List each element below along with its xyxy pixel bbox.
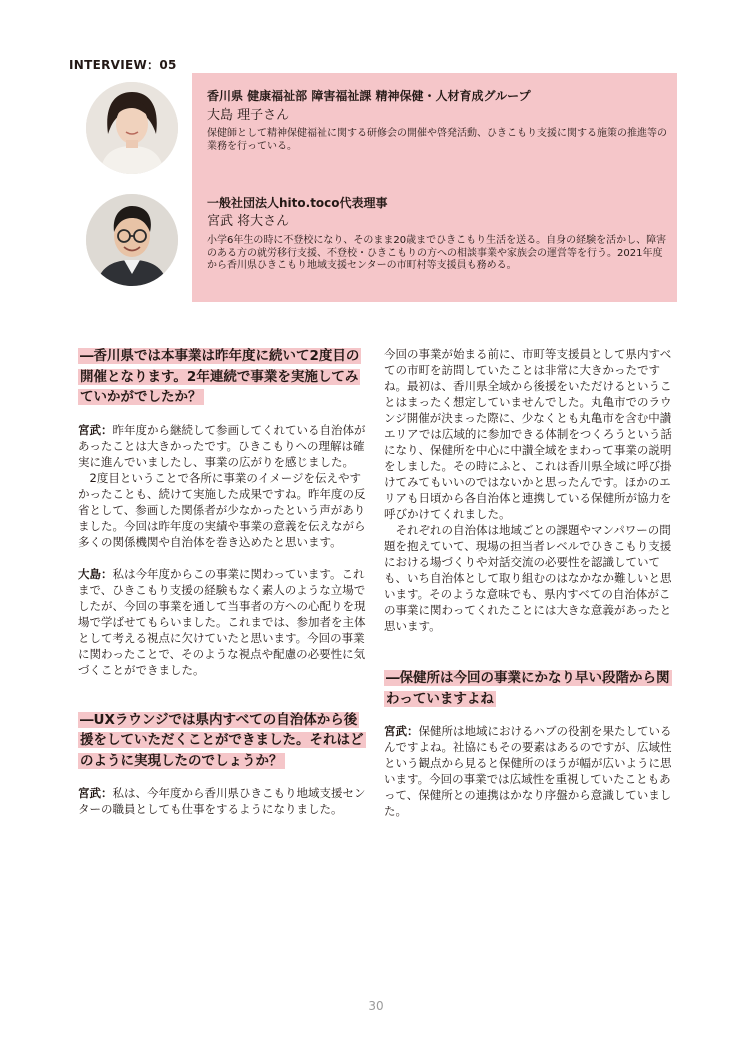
section-label: INTERVIEW：05 [69,58,177,72]
answer-1 [78,422,366,550]
left-column [78,346,366,817]
profile-desc-miyatake: 小学6年生の時に不登校になり、そのまま20歳までひきこもり生活を送る。自身の経験を活かし、障害のある方の就労移行支援、不登校・ひきこもりの方への相談事業や家族会の運営等を行う。2021年度から香川県ひきこもり地域支援センターの市町村等支援員も務める。 [207,235,667,271]
answer-text: 2度目ということで各所に事業のイメージを伝えやすかったことも、続けて実施した成果ですね。昨年度の反省として、参画した関係者が少なかったという声がありました。今回は昨年度の実績や事業の意義を伝えながら多くの関係機関や自治体を巻き込めたと思います。 [78,470,366,549]
profile-org-oshima: 香川県 健康福祉部 障害福祉課 精神保健・人材育成グループ [207,89,531,103]
answer-text: 私は、今年度から香川県ひきこもり地域支援センターの職員としても仕事をするようになりました。 [78,786,366,816]
answer-2 [78,566,366,678]
question-1: ―香川県では本事業は昨年度に続いて2度目の開催となります。2年連続で事業を実施してみていかがでしたか？ [80,348,360,405]
question-3: ―保健所は今回の事業にかなり早い段階から関わっていますよね [386,670,670,707]
answer-text: それぞれの自治体は地域ごとの課題やマンパワーの問題を抱えていて、現場の担当者レベルでひきこもり支援における場づくりや対話交流の必要性を認識していても、いち自治体として取り組むのはなかなか難しいと思います。そのような意味でも、県内すべての自治体がこの事業に関わってくれたことには大きな意義があったと思います。 [384,523,672,633]
answer-continued [384,346,672,634]
profile-org-miyatake: 一般社団法人hito.toco代表理事 [207,196,388,210]
question-2: ―UXラウンジでは県内すべての自治体から後援をしていただくことができました。それはどのように実現したのでしょうか？ [80,711,364,769]
avatar-oshima [86,82,178,174]
speaker-label: 大島： [78,566,113,581]
profile-desc-oshima: 保健師として精神保健福祉に関する研修会の開催や啓発活動、ひきこもり支援に関する施策の推進等の業務を行っている。 [207,128,667,152]
speaker-label: 宮武： [78,786,113,800]
profile-name-oshima: 大島 理子さん [207,108,290,123]
profile-name-miyatake: 宮武 将大さん [207,214,290,229]
answer-4 [384,723,672,819]
answer-text: 昨年度から継続して参画してくれている自治体があったことは大きかったです。ひきこもりへの理解は確実に進んでいましたし、事業の広がりを感じました。 [78,422,366,469]
page-number: 30 [368,999,384,1013]
speaker-label: 宮武： [78,422,113,437]
right-column [384,346,672,819]
avatar-miyatake [86,194,178,286]
answer-3 [78,785,366,817]
answer-text: 保健所は地域におけるハブの役割を果たしているんですよね。社協にもその要素はあるのですが、広域性という観点から見ると保健所のほうが幅が広いように思います。今回の事業では広域性を重視していたこともあって、保健所との連携はかなり序盤から意識していました。 [384,724,672,818]
speaker-label: 宮武： [384,724,419,738]
answer-text: 今回の事業が始まる前に、市町等支援員として県内すべての市町を訪問していたことは非常に大きかったですね。最初は、香川県全域から後援をいただけるということはまったく想定していませんでした。丸亀市でのラウンジ開催が決まった際に、少なくとも丸亀市を含む中讃エリアでは広域的に参加できる体制をつくろうという話になり、保健所を中心に中讃全域をまわって事業の説明をしました。その時にふと、これは香川県全域に呼び掛けてみてもいいのではないかと思ったんです。ほかのエリアも日頃から各自治体と連携している保健所が協力を呼びかけてくれました。 [384,347,672,521]
answer-text: 私は今年度からこの事業に関わっています。これまで、ひきこもり支援の経験もなく素人のような立場でしたが、今回の事業を通して当事者の方への心配りを現場で学ばせてもらいました。これまでは、参加者を主体として考える視点に欠けていたと思います。今回の事業に関わったことで、そのような視点や配慮の必要性に気づくことができました。 [78,566,366,677]
